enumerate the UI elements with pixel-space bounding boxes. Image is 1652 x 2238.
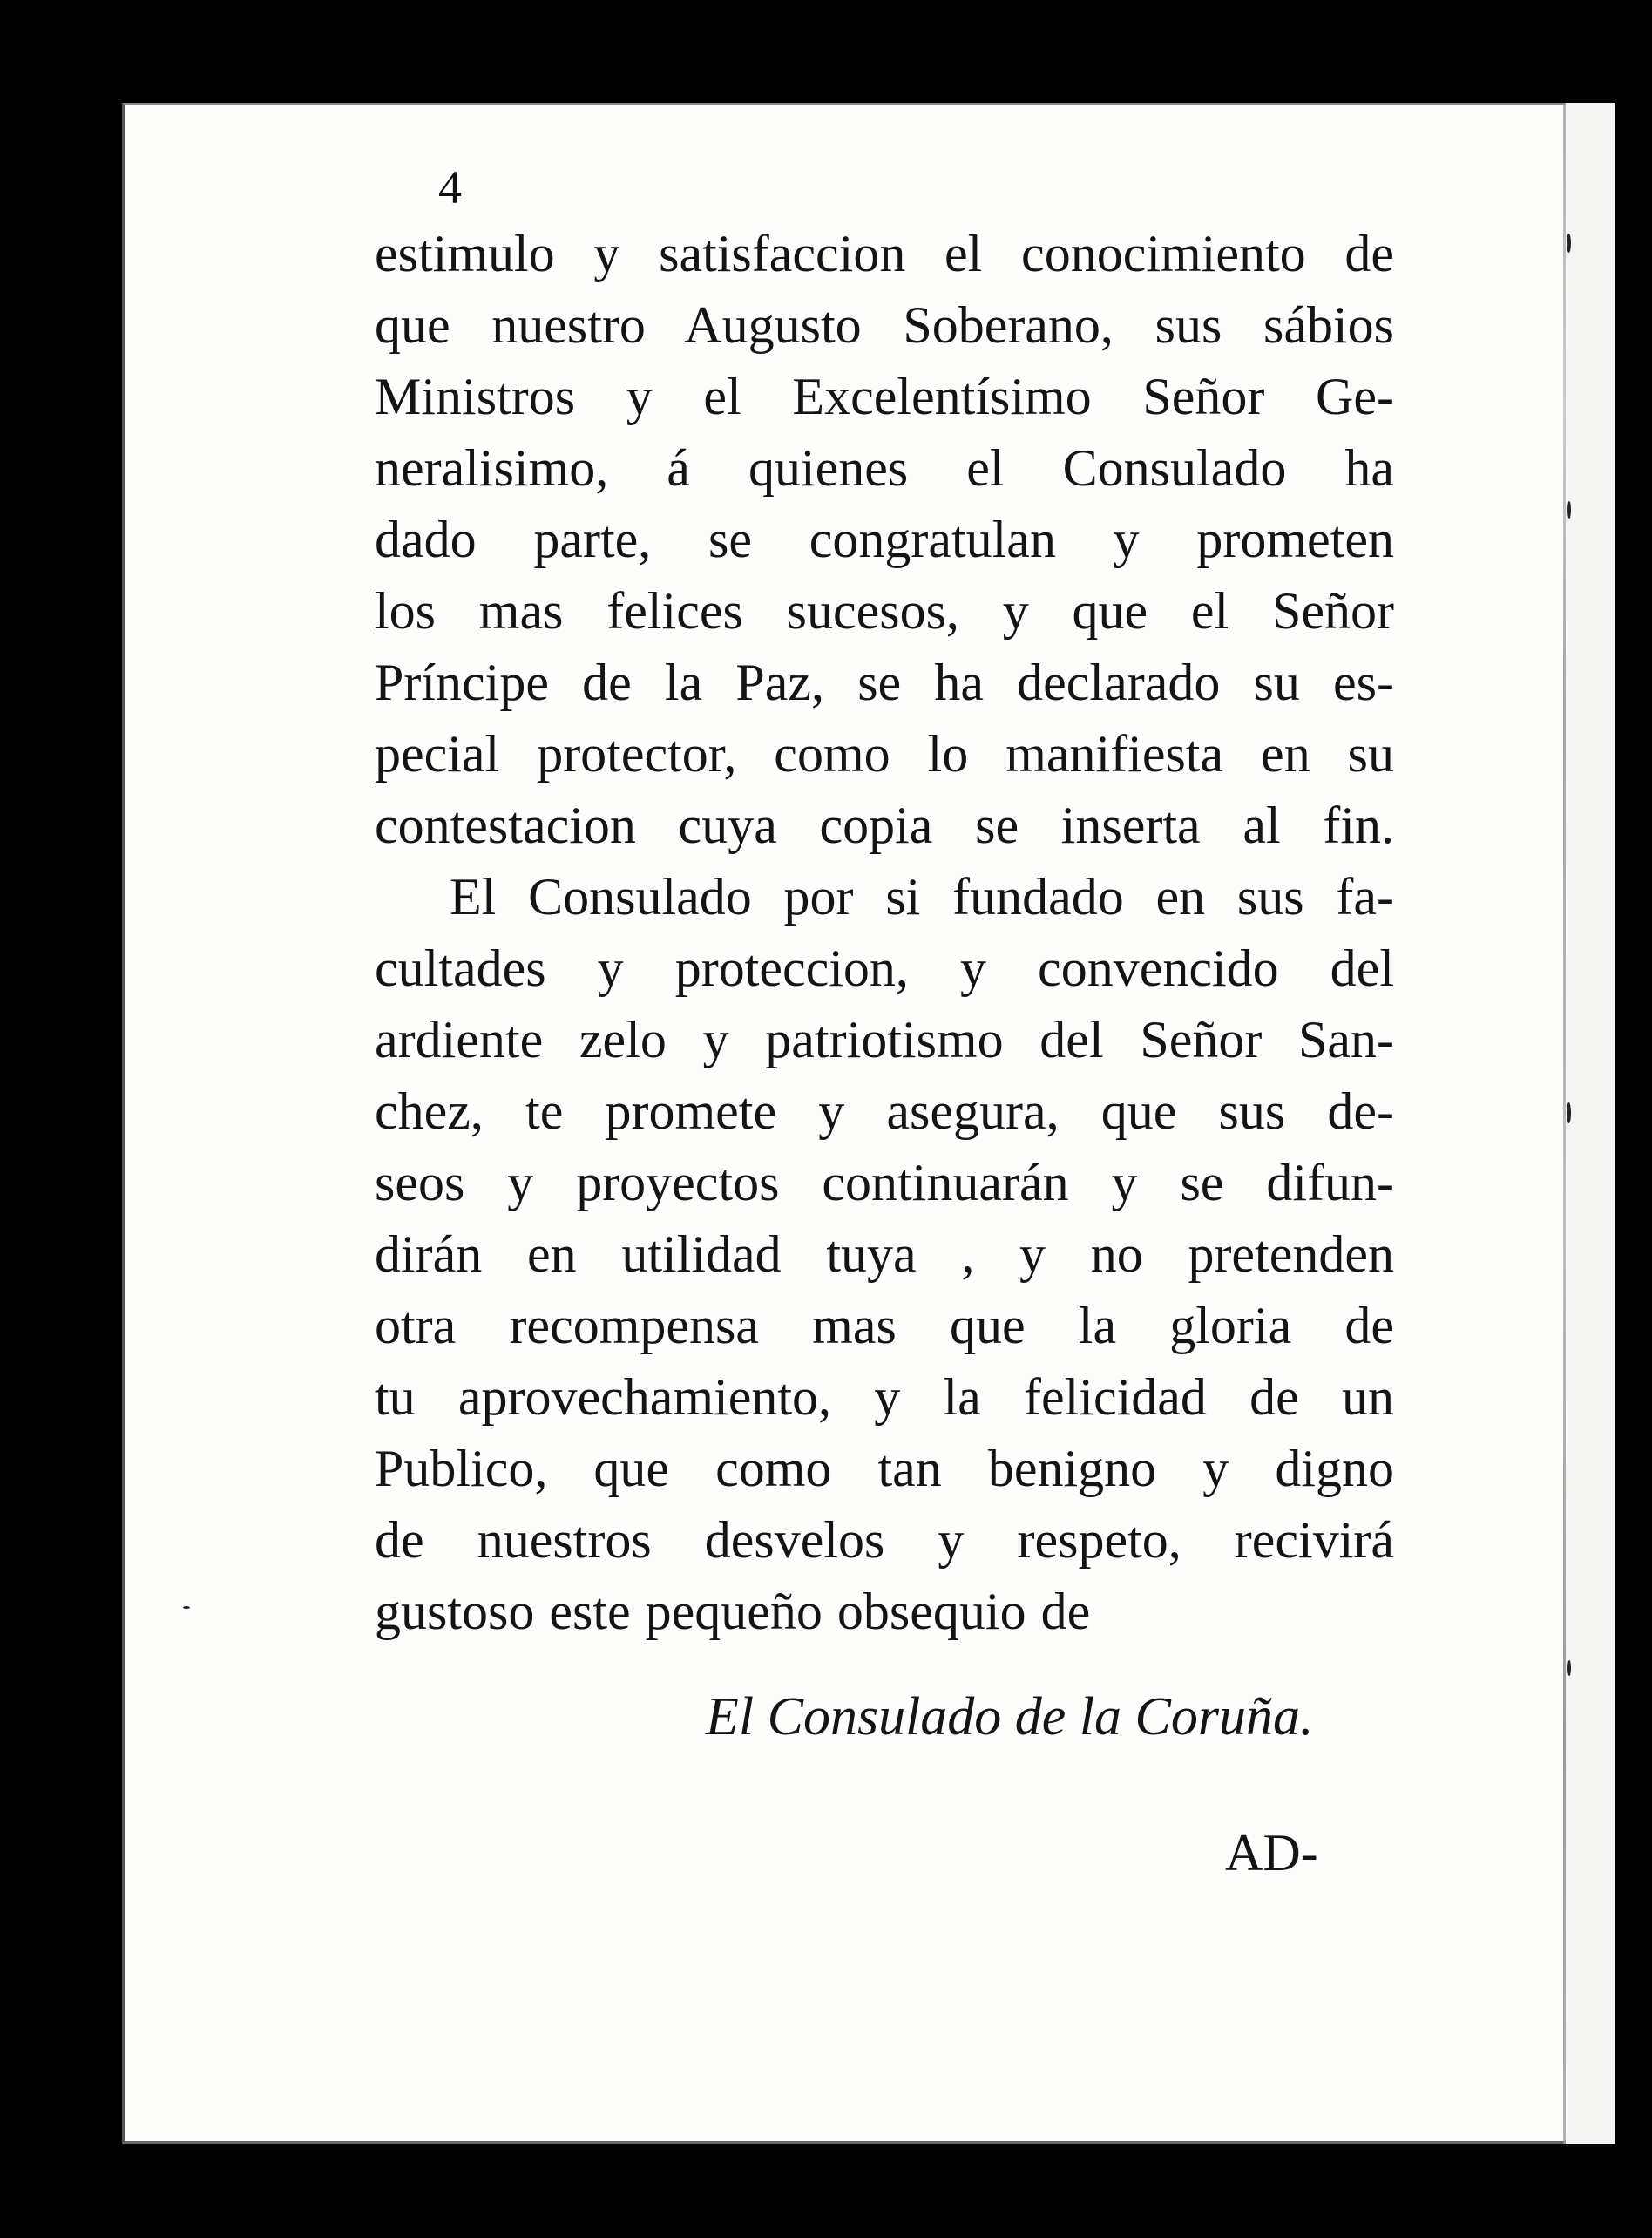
- page-number: 4: [438, 161, 462, 214]
- text-line: El Consulado por si fundado en sus fa-: [450, 868, 1394, 926]
- text-line: que nuestro Augusto Soberano, sus sábios: [375, 296, 1394, 354]
- signature: El Consulado de la Coruña.: [706, 1687, 1314, 1746]
- text-line: dirán en utilidad tuya , y no pretenden: [375, 1225, 1394, 1283]
- text-line: neralisimo, á quienes el Consulado ha: [375, 439, 1394, 497]
- text-line: seos y proyectos continuarán y se difun-: [375, 1154, 1394, 1211]
- body-text: [375, 218, 1394, 1647]
- facing-page-edge: [1566, 103, 1615, 2144]
- text-line: pecial protector, como lo manifiesta en su: [375, 725, 1394, 783]
- margin-speck: [1567, 1102, 1571, 1123]
- margin-speck: [183, 1606, 190, 1609]
- text-line: otra recompensa mas que la gloria de: [375, 1297, 1394, 1354]
- text-line: cultades y proteccion, y convencido del: [375, 939, 1394, 997]
- text-line: Publico, que como tan benigno y digno: [375, 1440, 1394, 1497]
- text-line: Ministros y el Excelentísimo Señor Ge-: [375, 368, 1394, 425]
- text-line: ardiente zelo y patriotismo del Señor San-: [375, 1011, 1394, 1068]
- margin-speck: [1567, 234, 1571, 253]
- text-line: de nuestros desvelos y respeto, recivirá: [375, 1511, 1394, 1569]
- margin-speck: [1567, 501, 1571, 519]
- text-line: los mas felices sucesos, y que el Señor: [375, 582, 1394, 640]
- text-line: Príncipe de la Paz, se ha declarado su es-: [375, 654, 1394, 711]
- text-line: contestacion cuya copia se inserta al fin.: [375, 797, 1394, 854]
- margin-speck: [1567, 1660, 1571, 1676]
- text-line: chez, te promete y asegura, que sus de-: [375, 1082, 1394, 1140]
- text-line: tu aprovechamiento, y la felicidad de un: [375, 1368, 1394, 1426]
- text-line: gustoso este pequeño obsequio de: [375, 1583, 1091, 1640]
- catchword: AD-: [1225, 1824, 1318, 1882]
- text-line: dado parte, se congratulan y prometen: [375, 511, 1394, 568]
- text-line: estimulo y satisfaccion el conocimiento de: [375, 225, 1394, 282]
